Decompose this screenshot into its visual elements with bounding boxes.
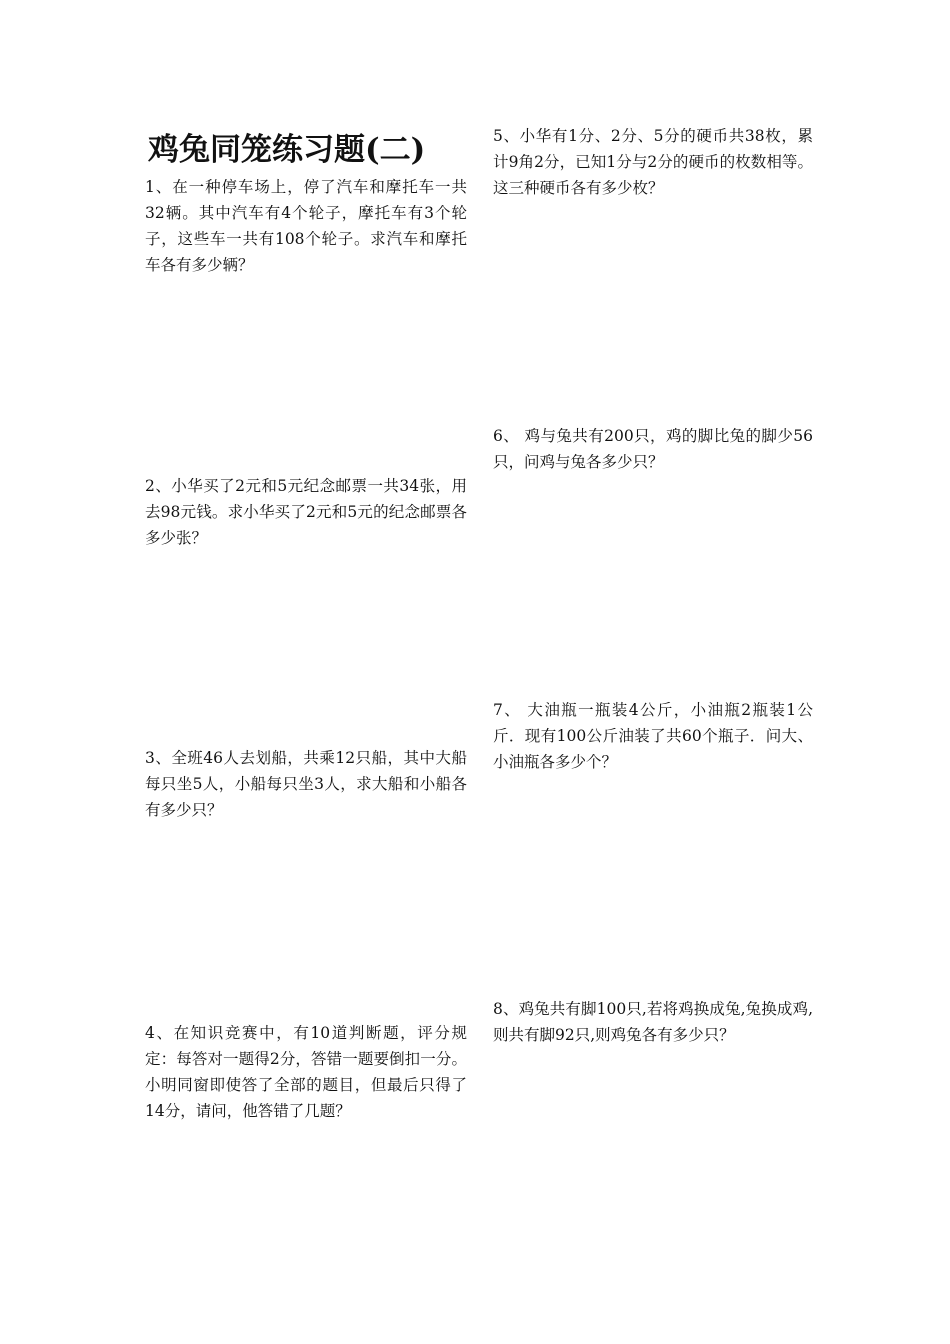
- question-6: 6、 鸡与兔共有200只，鸡的脚比兔的脚少56只，问鸡与兔各多少只？: [493, 427, 813, 471]
- question-5: 5、小华有1分、2分、5分的硬币共38枚，累计9角2分，已知1分与2分的硬币的枚数相等。这三种硬币各有多少枚？: [493, 127, 813, 197]
- question-7: 7、 大油瓶一瓶装4公斤，小油瓶2瓶装1公斤．现有100公斤油装了共60个瓶子．问大、小油瓶各多少个？: [493, 701, 813, 771]
- question-4: 4、在知识竞赛中，有10道判断题，评分规定：每答对一题得2分，答错一题要倒扣一分。小明同窗即使答了全部的题目，但最后只得了14分，请问，他答错了几题？: [145, 1024, 467, 1120]
- question-2: 2、小华买了2元和5元纪念邮票一共34张，用去98元钱。求小华买了2元和5元的纪念邮票各多少张？: [145, 477, 467, 547]
- question-8: 8、鸡兔共有脚100只,若将鸡换成兔,兔换成鸡,则共有脚92只,则鸡兔各有多少只？: [493, 1000, 813, 1044]
- worksheet-title: 鸡兔同笼练习题(二): [148, 132, 426, 168]
- question-3: 3、全班46人去划船，共乘12只船，其中大船每只坐5人，小船每只坐3人，求大船和小船各有多少只？: [145, 749, 467, 819]
- question-1: 1、在一种停车场上，停了汽车和摩托车一共32辆。其中汽车有4个轮子，摩托车有3个轮子，这些车一共有108个轮子。求汽车和摩托车各有多少辆？: [145, 178, 467, 274]
